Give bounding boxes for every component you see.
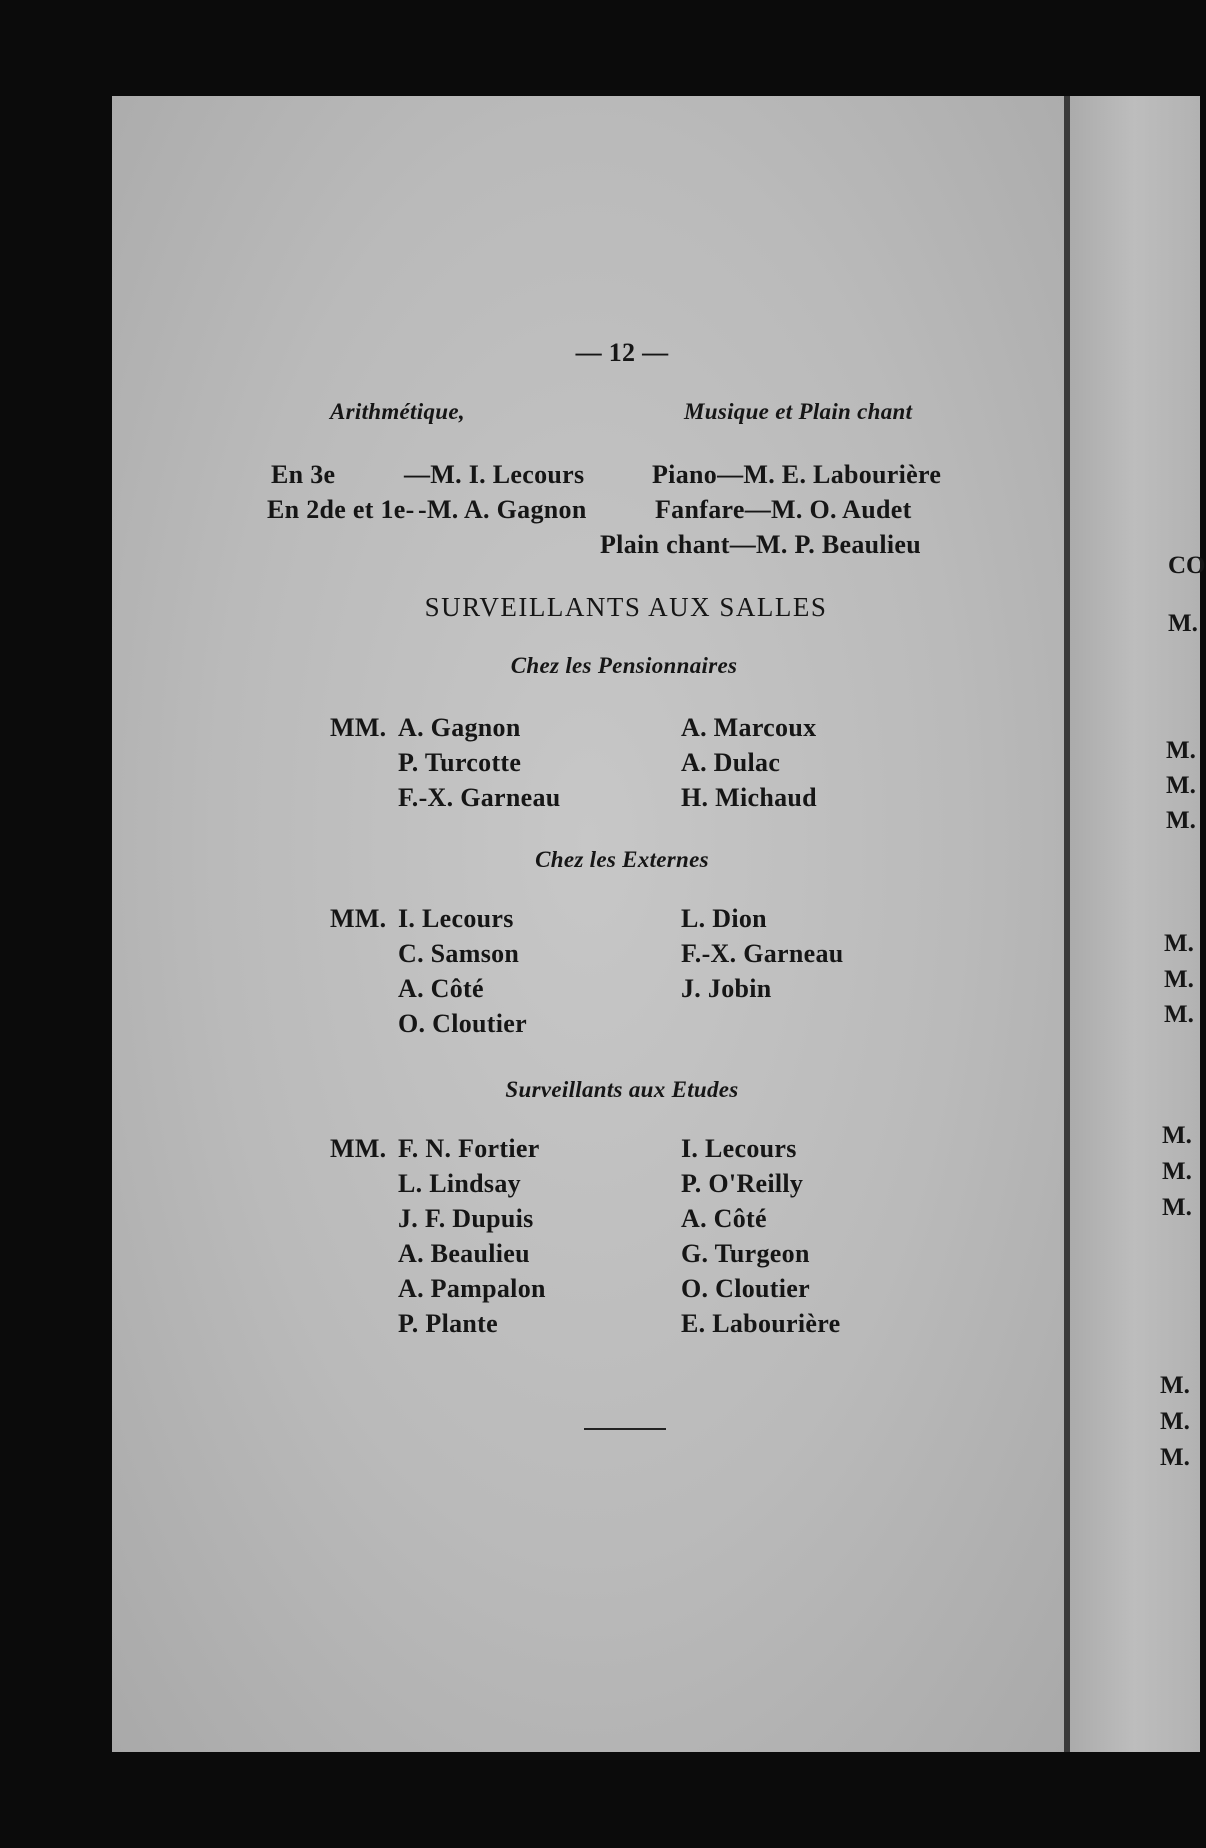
next-page-text: M.	[1160, 1372, 1190, 1399]
next-page-text: M.	[1160, 1444, 1190, 1471]
heading-musique: Musique et Plain chant	[684, 399, 913, 424]
next-page-text: M.	[1162, 1194, 1192, 1221]
next-page-text: M.	[1168, 610, 1198, 637]
list-item: F.-X. Garneau	[681, 939, 844, 968]
next-page-text: M.	[1164, 930, 1194, 957]
list-item: A. Dulac	[681, 748, 781, 777]
heading-arithmetique: Arithmétique,	[330, 399, 465, 424]
etudes-prefix: MM.	[330, 1134, 387, 1163]
arith-label-3e: En 3e	[271, 460, 336, 489]
arith-name-2de: -M. A. Gagnon	[418, 495, 587, 524]
list-item: F.-X. Garneau	[398, 783, 561, 812]
next-page-text: M.	[1166, 772, 1196, 799]
music-plain-chant: Plain chant—M. P. Beaulieu	[600, 530, 922, 559]
externes-prefix: MM.	[330, 904, 387, 933]
list-item: E. Labourière	[681, 1309, 841, 1338]
list-item: H. Michaud	[681, 783, 817, 812]
list-item: A. Marcoux	[681, 713, 817, 742]
arith-label-2de: En 2de et 1e-	[267, 495, 415, 524]
list-item: J. F. Dupuis	[398, 1204, 534, 1233]
list-item: F. N. Fortier	[398, 1134, 540, 1163]
page-number: — 12 —	[575, 338, 669, 367]
next-page-text: M.	[1166, 737, 1196, 764]
list-item: A. Gagnon	[398, 713, 521, 742]
next-page-text: M.	[1160, 1408, 1190, 1435]
list-item: L. Dion	[681, 904, 767, 933]
next-page-text: M.	[1162, 1122, 1192, 1149]
list-item: I. Lecours	[681, 1134, 797, 1163]
next-page-text: M.	[1166, 807, 1196, 834]
arith-name-3e: —M. I. Lecours	[404, 460, 585, 489]
next-page-text: M.	[1164, 1001, 1194, 1028]
list-item: P. O'Reilly	[681, 1169, 804, 1198]
list-item: O. Cloutier	[398, 1009, 527, 1038]
heading-externes: Chez les Externes	[535, 847, 709, 872]
music-piano: Piano—M. E. Labourière	[652, 460, 942, 489]
list-item: O. Cloutier	[681, 1274, 810, 1303]
list-item: G. Turgeon	[681, 1239, 810, 1268]
list-item: A. Côté	[681, 1204, 767, 1233]
surveillants-title: SURVEILLANTS AUX SALLES	[424, 592, 828, 622]
next-page-text: M.	[1162, 1158, 1192, 1185]
closing-rule	[584, 1428, 666, 1430]
heading-pensionnaires: Chez les Pensionnaires	[510, 653, 738, 678]
list-item: A. Beaulieu	[398, 1239, 530, 1268]
list-item: A. Côté	[398, 974, 484, 1003]
list-item: L. Lindsay	[398, 1169, 521, 1198]
next-page-text: M.	[1164, 966, 1194, 993]
next-page-edge	[1070, 96, 1200, 1752]
list-item: C. Samson	[398, 939, 520, 968]
music-fanfare: Fanfare—M. O. Audet	[655, 495, 912, 524]
pensionnaires-prefix: MM.	[330, 713, 387, 742]
next-page-text: CO	[1168, 552, 1206, 579]
list-item: P. Plante	[398, 1309, 498, 1338]
list-item: J. Jobin	[681, 974, 772, 1003]
list-item: P. Turcotte	[398, 748, 522, 777]
list-item: I. Lecours	[398, 904, 514, 933]
heading-etudes: Surveillants aux Etudes	[505, 1077, 739, 1102]
list-item: A. Pampalon	[398, 1274, 546, 1303]
